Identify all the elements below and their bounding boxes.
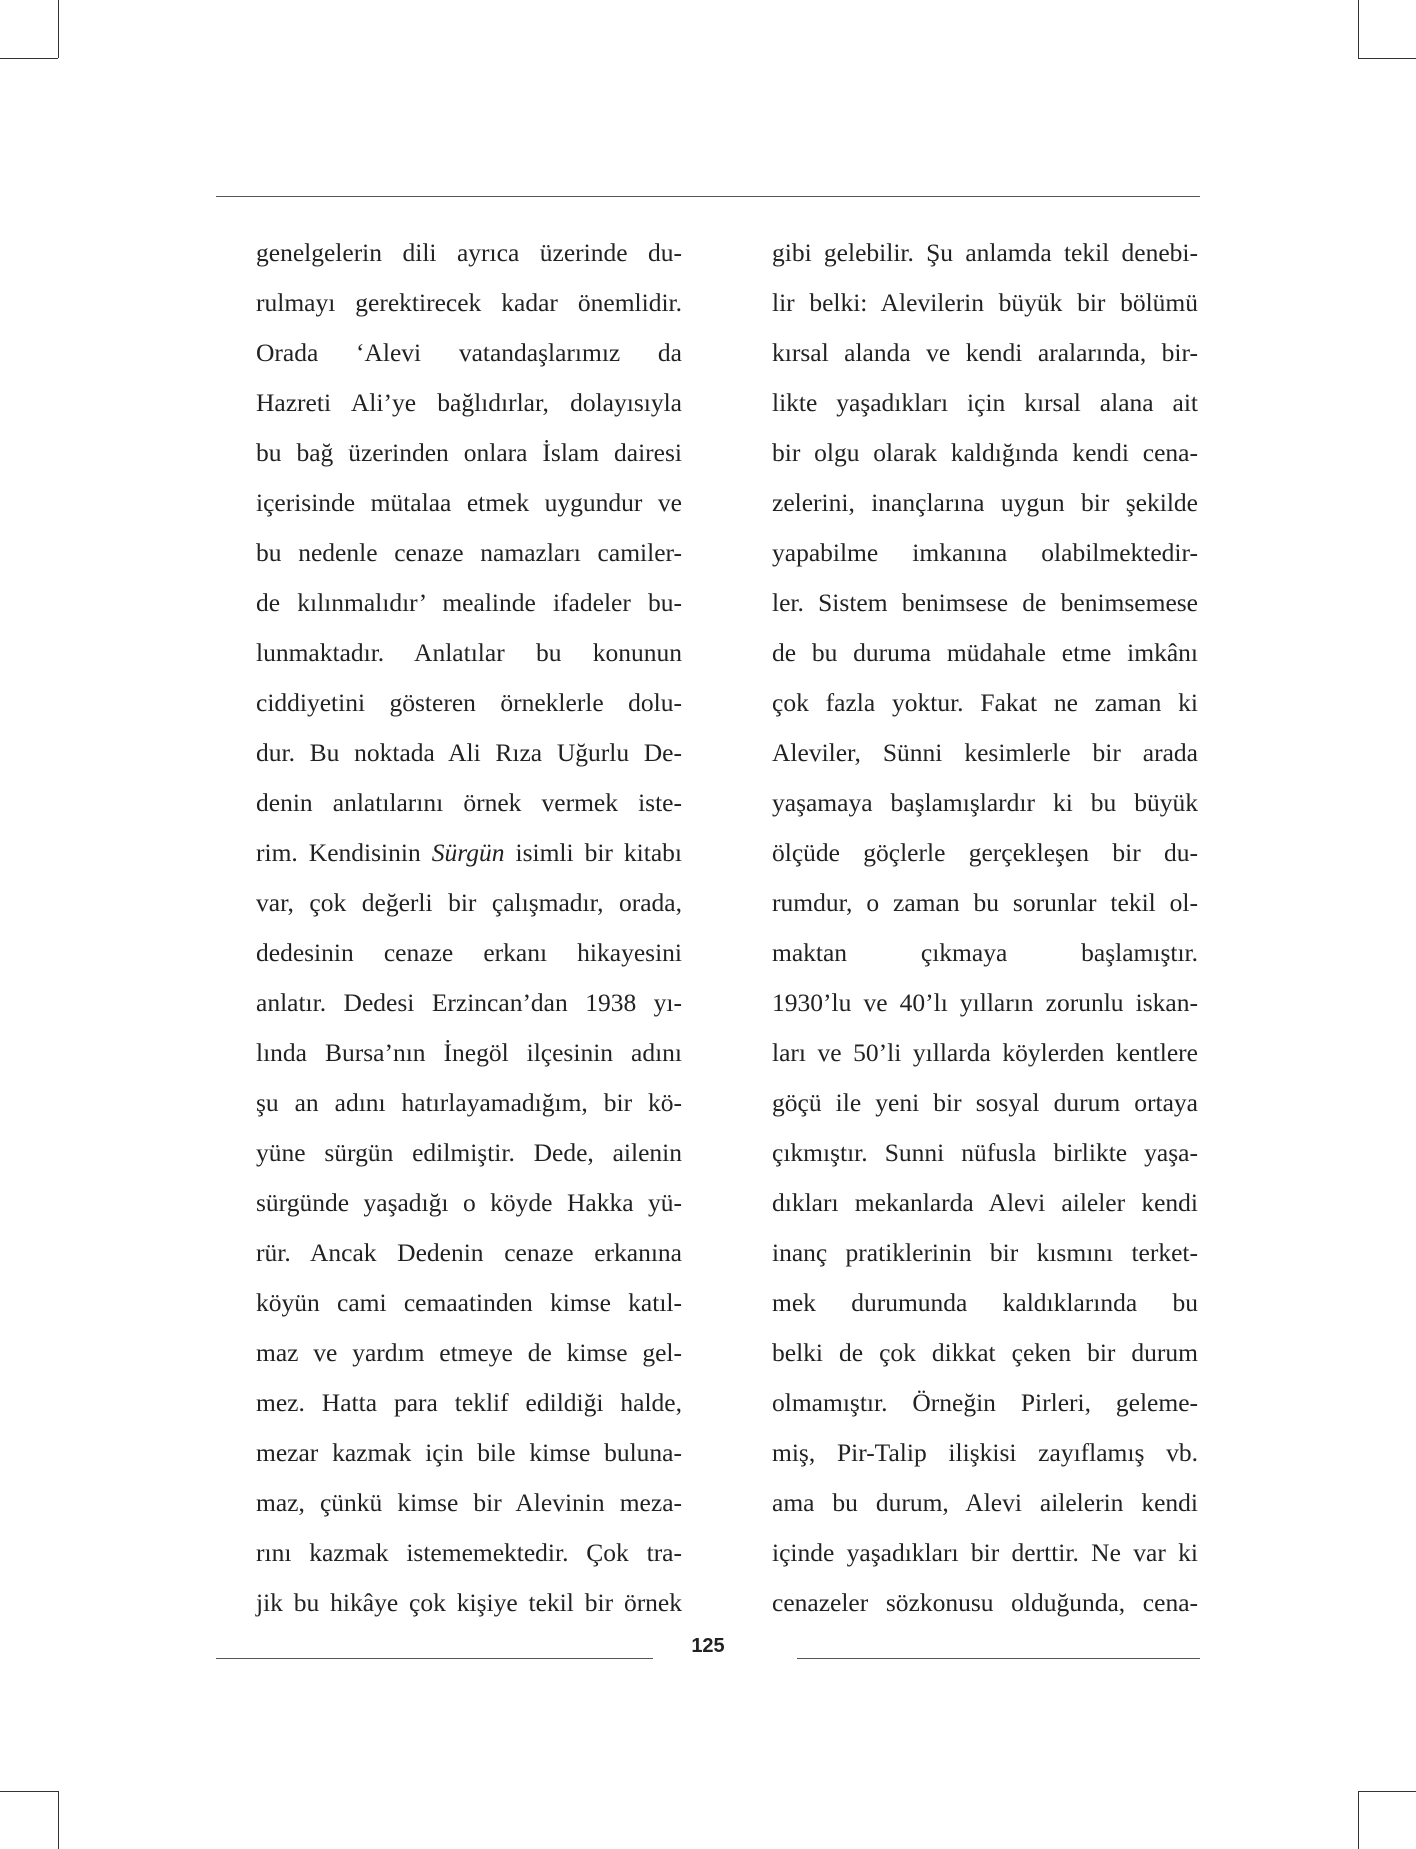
text-line: yüne sürgün edilmiştir. Dede, ailenin bbox=[256, 1138, 682, 1167]
crop-mark bbox=[0, 1791, 58, 1792]
text-line: de bu duruma müdahale etme imkânı bbox=[772, 638, 1198, 667]
text-line: ları ve 50’li yıllarda köylerden kentlere bbox=[772, 1038, 1198, 1067]
text-line: olmamıştır. Örneğin Pirleri, geleme- bbox=[772, 1388, 1198, 1417]
text-line: zelerini, inançlarına uygun bir şekilde bbox=[772, 488, 1198, 517]
text-line: rulmayı gerektirecek kadar önemlidir. bbox=[256, 288, 682, 317]
text-line: lir belki: Alevilerin büyük bir bölümü bbox=[772, 288, 1198, 317]
left-column bbox=[256, 228, 682, 1628]
text-line: ler. Sistem benimsese de benimsemese bbox=[772, 588, 1198, 617]
text-line: ama bu durum, Alevi ailelerin kendi bbox=[772, 1488, 1198, 1517]
text-line: cenazeler sözkonusu olduğunda, cena- bbox=[772, 1588, 1198, 1617]
text-line: içinde yaşadıkları bir derttir. Ne var ki bbox=[772, 1538, 1198, 1567]
text-line: maz ve yardım etmeye de kimse gel- bbox=[256, 1338, 682, 1367]
text-line: inanç pratiklerinin bir kısmını terket- bbox=[772, 1238, 1198, 1267]
text-line: rumdur, o zaman bu sorunlar tekil ol- bbox=[772, 888, 1198, 917]
text-line: lunmaktadır. Anlatılar bu konunun bbox=[256, 638, 682, 667]
text-line: Hazreti Ali’ye bağlıdırlar, dolayısıyla bbox=[256, 388, 682, 417]
text-line: göçü ile yeni bir sosyal durum ortaya bbox=[772, 1088, 1198, 1117]
text-line: maz, çünkü kimse bir Alevinin meza- bbox=[256, 1488, 682, 1517]
text-line: içerisinde mütalaa etmek uygundur ve bbox=[256, 488, 682, 517]
footer-rule-right bbox=[797, 1658, 1200, 1659]
text-line: rını kazmak istememektedir. Çok tra- bbox=[256, 1538, 682, 1567]
text-line: de kılınmalıdır’ mealinde ifadeler bu- bbox=[256, 588, 682, 617]
text-line: mezar kazmak için bile kimse buluna- bbox=[256, 1438, 682, 1467]
text-line: mek durumunda kaldıklarında bu bbox=[772, 1288, 1198, 1317]
text-line: şu an adını hatırlayamadığım, bir kö- bbox=[256, 1088, 682, 1117]
right-column bbox=[772, 228, 1198, 1628]
crop-mark bbox=[1358, 0, 1359, 58]
text-line: mez. Hatta para teklif edildiği halde, bbox=[256, 1388, 682, 1417]
text-line: köyün cami cemaatinden kimse katıl- bbox=[256, 1288, 682, 1317]
text-line: denin anlatılarını örnek vermek iste- bbox=[256, 788, 682, 817]
text-line: çıkmıştır. Sunni nüfusla birlikte yaşa- bbox=[772, 1138, 1198, 1167]
text-line: Orada ‘Alevi vatandaşlarımız da bbox=[256, 338, 682, 367]
crop-mark bbox=[58, 1791, 59, 1849]
page-number: 125 bbox=[691, 1635, 725, 1657]
book-title: Sürgün bbox=[431, 838, 505, 867]
crop-mark bbox=[58, 0, 59, 58]
text-line: anlatır. Dedesi Erzincan’dan 1938 yı- bbox=[256, 988, 682, 1017]
text-line: lında Bursa’nın İnegöl ilçesinin adını bbox=[256, 1038, 682, 1067]
text-line: kırsal alanda ve kendi aralarında, bir- bbox=[772, 338, 1198, 367]
text-line: genelgelerin dili ayrıca üzerinde du- bbox=[256, 238, 682, 267]
text-line: var, çok değerli bir çalışmadır, orada, bbox=[256, 888, 682, 917]
text-line: dıkları mekanlarda Alevi aileler kendi bbox=[772, 1188, 1198, 1217]
text-line: bu nedenle cenaze namazları camiler- bbox=[256, 538, 682, 567]
text-line: dedesinin cenaze erkanı hikayesini bbox=[256, 938, 682, 967]
text-line: dur. Bu noktada Ali Rıza Uğurlu De- bbox=[256, 738, 682, 767]
text-line: yapabilme imkanına olabilmektedir- bbox=[772, 538, 1198, 567]
text-line: jik bu hikâye çok kişiye tekil bir örnek bbox=[256, 1588, 682, 1617]
text-line: belki de çok dikkat çeken bir durum bbox=[772, 1338, 1198, 1367]
text-line: gibi gelebilir. Şu anlamda tekil denebi- bbox=[772, 238, 1198, 267]
footer-rule-left bbox=[216, 1658, 653, 1659]
text-line: bu bağ üzerinden onlara İslam dairesi bbox=[256, 438, 682, 467]
text-line: miş, Pir-Talip ilişkisi zayıflamış vb. bbox=[772, 1438, 1198, 1467]
crop-mark bbox=[0, 58, 58, 59]
crop-mark bbox=[1358, 58, 1416, 59]
text-line: ciddiyetini gösteren örneklerle dolu- bbox=[256, 688, 682, 717]
text-line: rür. Ancak Dedenin cenaze erkanına bbox=[256, 1238, 682, 1267]
text-line: 1930’lu ve 40’lı yılların zorunlu iskan- bbox=[772, 988, 1198, 1017]
text-line: bir olgu olarak kaldığında kendi cena- bbox=[772, 438, 1198, 467]
text-line: yaşamaya başlamışlardır ki bu büyük bbox=[772, 788, 1198, 817]
text-line: ölçüde göçlerle gerçekleşen bir du- bbox=[772, 838, 1198, 867]
text-line: rim. Kendisinin Sürgün isimli bir kitabı bbox=[256, 838, 683, 867]
text-line: likte yaşadıkları için kırsal alana ait bbox=[772, 388, 1198, 417]
text-line: Aleviler, Sünni kesimlerle bir arada bbox=[772, 738, 1198, 767]
crop-mark bbox=[1358, 1791, 1416, 1792]
crop-mark bbox=[1358, 1791, 1359, 1849]
text-line: sürgünde yaşadığı o köyde Hakka yü- bbox=[256, 1188, 682, 1217]
header-rule bbox=[216, 196, 1200, 197]
text-line: çok fazla yoktur. Fakat ne zaman ki bbox=[772, 688, 1198, 717]
text-line: maktan çıkmaya başlamıştır. bbox=[772, 938, 1198, 967]
